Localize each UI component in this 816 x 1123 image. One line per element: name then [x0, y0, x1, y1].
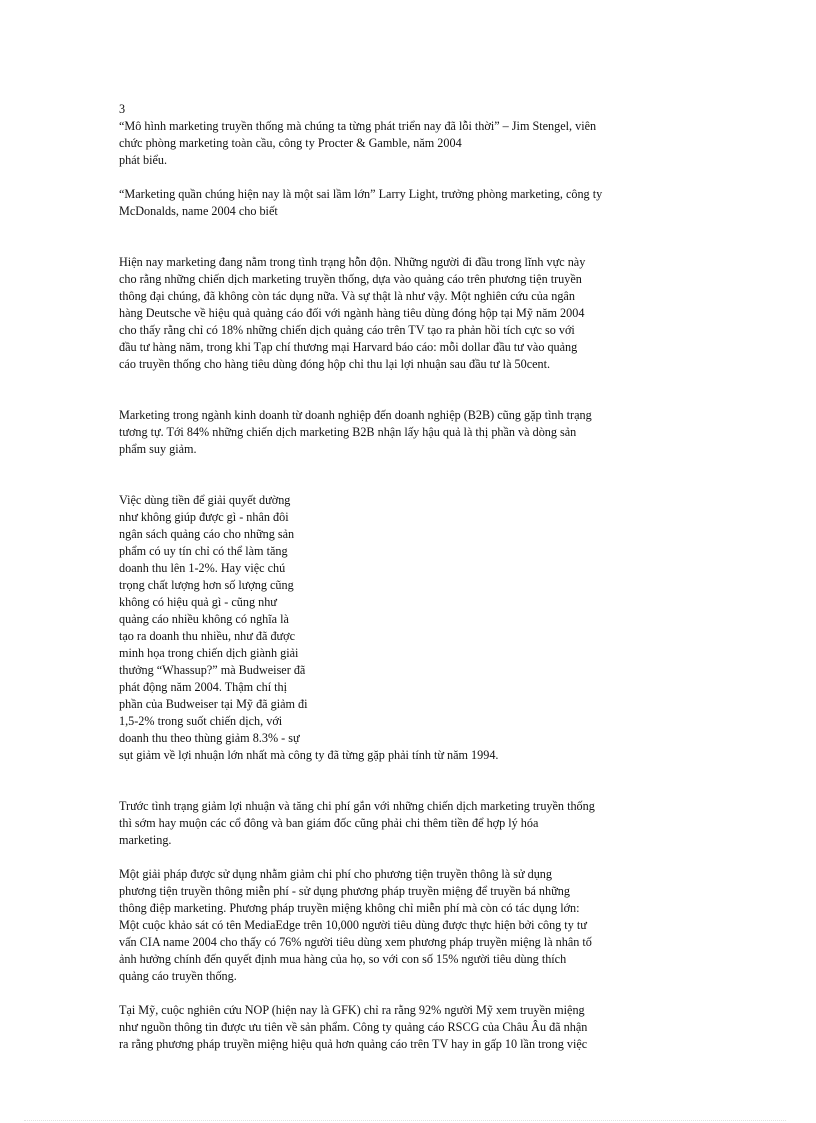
- text-line: phát động năm 2004. Thậm chí thị: [119, 680, 288, 694]
- text-line: thông điệp marketing. Phương pháp truyền miệng không chỉ miễn phí mà còn có tác dụng lớn:: [119, 901, 580, 915]
- text-line: McDonalds, name 2004 cho biết: [119, 204, 278, 218]
- text-line: quảng cáo nhiều không có nghĩa là: [119, 612, 289, 626]
- text-line: thông đại chúng, đã không còn tác dụng nữa. Và sự thật là như vậy. Một nghiên cứu của ngân: [119, 289, 575, 303]
- paragraph-marketing-chaos: [119, 254, 649, 373]
- document-body: [119, 101, 649, 1053]
- text-line: phương tiện truyền thông miễn phí - sử dụng phương pháp truyền miệng để truyền bá những: [119, 884, 570, 898]
- text-line: tương tự. Tới 84% những chiến dịch marketing B2B nhận lấy hậu quả là thị phần và dòng sản: [119, 425, 577, 439]
- text-line: phát biểu.: [119, 153, 168, 167]
- text-line: doanh thu lên 1-2%. Hay việc chú: [119, 561, 286, 575]
- text-line: Marketing trong ngành kinh doanh từ doanh nghiệp đến doanh nghiệp (B2B) cũng gặp tình trạng: [119, 408, 592, 422]
- page-bottom-rule: [24, 1120, 786, 1121]
- text-line: “Mô hình marketing truyền thống mà chúng ta từng phát triển nay đã lỗi thời” – Jim Stengel, viên: [119, 119, 597, 133]
- text-line: như nguồn thông tin được ưu tiên về sản phẩm. Công ty quảng cáo RSCG của Châu Âu đã nhận: [119, 1020, 588, 1034]
- text-line: minh họa trong chiến dịch giành giải: [119, 646, 299, 660]
- text-line: ra rằng phương pháp truyền miệng hiệu quả hơn quảng cáo trên TV hay in gấp 10 lần trong việc: [119, 1037, 588, 1051]
- text-line: ngân sách quảng cáo cho những sản: [119, 527, 295, 541]
- paragraph-budweiser: [119, 492, 649, 764]
- text-line: Hiện nay marketing đang nằm trong tình trạng hỗn độn. Những người đi đầu trong lĩnh vực này: [119, 255, 586, 269]
- text-line: sụt giảm về lợi nhuận lớn nhất mà công ty đã từng gặp phải tính từ năm 1994.: [119, 748, 499, 762]
- text-line: 1,5-2% trong suốt chiến dịch, với: [119, 714, 283, 728]
- text-line: trọng chất lượng hơn số lượng cũng: [119, 578, 294, 592]
- text-line: cáo truyền thống cho hàng tiêu dùng đóng hộp chỉ thu lại lợi nhuận sau đầu tư là 50cent.: [119, 357, 551, 371]
- text-line: chức phòng marketing toàn cầu, công ty Procter & Gamble, năm 2004: [119, 136, 462, 150]
- text-line: thưởng “Whassup?” mà Budweiser đã: [119, 663, 306, 677]
- text-line: phẩm có uy tín chỉ có thể làm tăng: [119, 544, 288, 558]
- paragraph-costs: [119, 798, 649, 849]
- text-line: không có hiệu quả gì - cũng như: [119, 595, 277, 609]
- page-number: 3: [119, 102, 126, 116]
- text-line: vấn CIA name 2004 cho thấy có 76% người tiêu dùng xem phương pháp truyền miệng là nhân tố: [119, 935, 592, 949]
- text-line: hàng Deutsche về hiệu quả quảng cáo đối với ngành hàng tiêu dùng đóng hộp tại Mỹ năm 2004: [119, 306, 585, 320]
- paragraph-b2b: [119, 407, 649, 458]
- text-line: tạo ra doanh thu nhiều, như đã được: [119, 629, 296, 643]
- text-line: “Marketing quần chúng hiện nay là một sai lầm lớn” Larry Light, trưởng phòng marketing, công ty: [119, 187, 603, 201]
- text-line: cho rằng những chiến dịch marketing truyền thống, dựa vào quảng cáo trên phương tiện truyền: [119, 272, 582, 286]
- text-line: Trước tình trạng giảm lợi nhuận và tăng chi phí gắn với những chiến dịch marketing truyền thống: [119, 799, 595, 813]
- text-line: doanh thu theo thùng giảm 8.3% - sự: [119, 731, 300, 745]
- quote-jim-stengel: [119, 118, 649, 169]
- text-line: phần của Budweiser tại Mỹ đã giảm đi: [119, 697, 308, 711]
- text-line: ảnh hưởng chính đến quyết định mua hàng của họ, so với con số 15% người tiêu dùng thích: [119, 952, 567, 966]
- text-line: Một cuộc khảo sát có tên MediaEdge trên 10,000 người tiêu dùng được thực hiện bởi công ty tư: [119, 918, 587, 932]
- text-line: quảng cáo truyền thống.: [119, 969, 237, 983]
- quote-larry-light: [119, 186, 649, 220]
- text-line: cho thấy rằng chỉ có 18% những chiến dịch quảng cáo trên TV tạo ra phản hồi tích cực so với: [119, 323, 575, 337]
- paragraph-nop-study: [119, 1002, 649, 1053]
- text-line: đầu tư hàng năm, trong khi Tạp chí thương mại Harvard báo cáo: mỗi dollar đầu tư vào quảng: [119, 340, 578, 354]
- text-line: thì sớm hay muộn các cổ đông và ban giám đốc cũng phải chi thêm tiền để hợp lý hóa: [119, 816, 539, 830]
- text-line: phẩm suy giảm.: [119, 442, 197, 456]
- text-line: Tại Mỹ, cuộc nghiên cứu NOP (hiện nay là GFK) chỉ ra rằng 92% người Mỹ xem truyền miệng: [119, 1003, 585, 1017]
- paragraph-word-of-mouth: [119, 866, 649, 985]
- text-line: Một giải pháp được sử dụng nhằm giảm chi phí cho phương tiện truyền thông là sử dụng: [119, 867, 552, 881]
- text-line: marketing.: [119, 833, 172, 847]
- text-line: Việc dùng tiền để giải quyết dường: [119, 493, 291, 507]
- text-line: như không giúp được gì - nhân đôi: [119, 510, 289, 524]
